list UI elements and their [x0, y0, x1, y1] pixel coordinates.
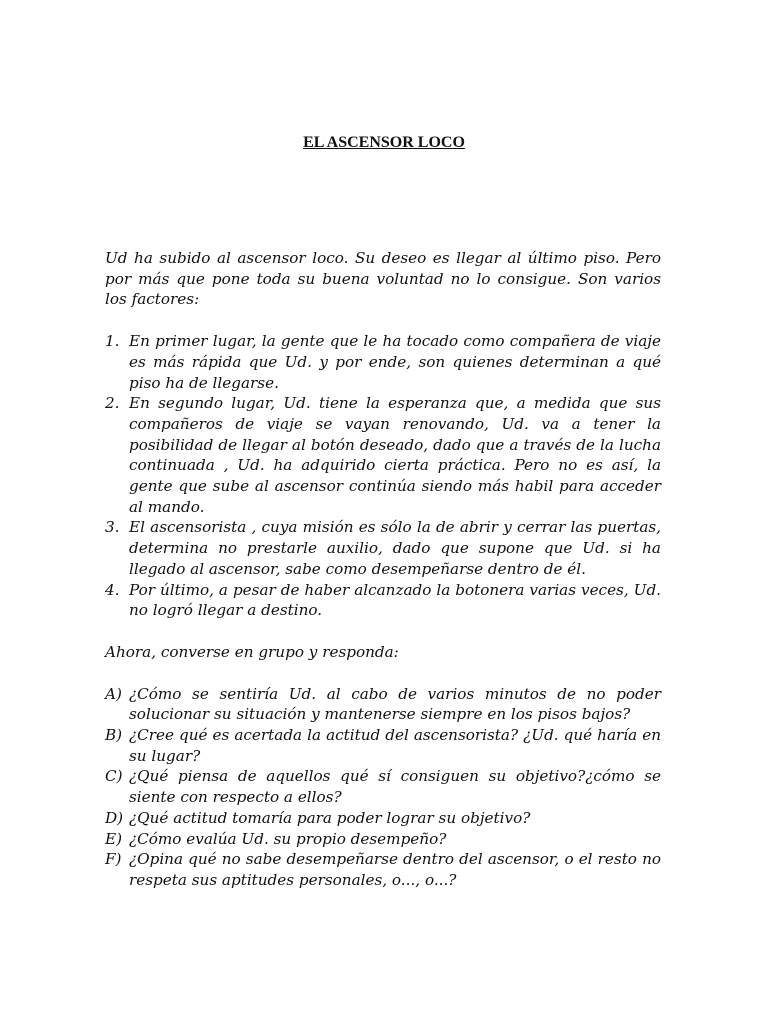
list-item-text: El ascensorista , cuya misión es sólo la de abrir y cerrar las puertas, determina no prestarle auxilio, dado que supone que Ud. si ha llegado al ascensor, sabe como desempeñarse dentro de él. [129, 518, 661, 578]
list-item [105, 393, 661, 517]
question-item [105, 684, 661, 725]
document-title: EL ASCENSOR LOCO [303, 134, 465, 151]
list-item-number: 2. [105, 394, 120, 413]
list-item [105, 331, 661, 393]
list-item-text: En segundo lugar, Ud. tiene la esperanza que, a medida que sus compañeros de viaje se vayan renovando, Ud. va a tener la posibilidad de llegar al botón deseado, dado que a través de la lucha continuada , Ud. ha adquirido cierta práctica. Pero no es así, la gente que sube al ascensor continúa siendo más habil para acceder al mando. [129, 394, 661, 516]
list-item-text: En primer lugar, la gente que le ha tocado como compañera de viaje es más rápida que Ud. y por ende, son quienes determinan a qué piso ha de llegarse. [129, 332, 661, 392]
question-marker: A) [105, 684, 122, 703]
list-item-number: 3. [105, 518, 120, 537]
question-text: ¿Qué piensa de aquellos qué sí consiguen su objetivo?¿cómo se siente con respecto a ellos? [129, 767, 661, 807]
question-item [105, 725, 661, 766]
question-marker: E) [105, 829, 123, 848]
question-item [105, 808, 661, 829]
question-item [105, 829, 661, 850]
question-item [105, 766, 661, 807]
questions-list [105, 684, 661, 891]
question-text: ¿Opina qué no sabe desempeñarse dentro del ascensor, o el resto no respeta sus aptitudes personales, o..., o...? [129, 850, 661, 889]
question-marker: B) [105, 726, 123, 745]
question-item [105, 849, 661, 890]
list-item [105, 517, 661, 579]
question-marker: C) [105, 767, 123, 786]
question-marker: D) [105, 808, 124, 827]
document-body [105, 248, 661, 891]
question-text: ¿Cómo se sentiría Ud. al cabo de varios minutos de no poder solucionar su situación y mantenerse siempre en los pisos bajos? [129, 684, 661, 724]
list-item-number: 4. [105, 580, 120, 599]
list-item-number: 1. [105, 332, 120, 351]
factors-list [105, 331, 661, 621]
list-item-text: Por último, a pesar de haber alcanzado la botonera varias veces, Ud. no logró llegar a destino. [129, 580, 661, 620]
question-text: ¿Cómo evalúa Ud. su propio desempeño? [129, 829, 447, 848]
list-item [105, 580, 661, 621]
intro-paragraph: Ud ha subido al ascensor loco. Su deseo es llegar al último piso. Pero por más que pone toda su buena voluntad no lo consigue. Son varios los factores: [105, 249, 661, 309]
question-marker: F) [105, 850, 122, 869]
question-text: ¿Qué actitud tomaría para poder lograr su objetivo? [129, 808, 531, 827]
discussion-prompt: Ahora, converse en grupo y responda: [105, 642, 399, 661]
question-text: ¿Cree qué es acertada la actitud del ascensorista? ¿Ud. qué haría en su lugar? [129, 726, 661, 765]
